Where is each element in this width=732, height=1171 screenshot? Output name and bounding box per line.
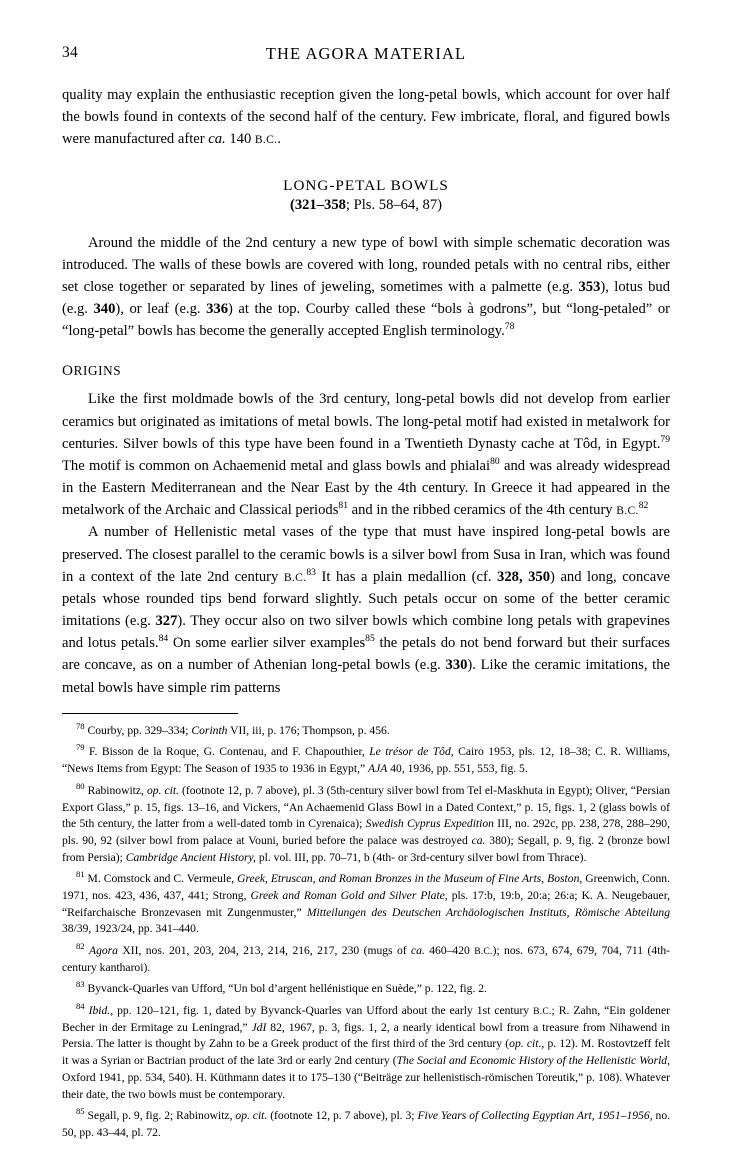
footnote-text: no. 50, pp. 43–44, pl. 72.	[62, 1109, 671, 1139]
section-subheading	[62, 197, 670, 214]
footnote-text: (footnote 12, p. 7 above), pl. 3 (5th-century silver bowl from Tel el-Maskhuta in Egypt); Oliver, “Persian Export Glass,” p. 15, figs. 13–16, and Vickers, “An Achaemenid Glass Bowl in a Dated Context,” p. 15, figs. 1, 2 (glass bowls of the 5th century, the latter from a well-dated tomb in Cyrenaica);	[62, 783, 670, 831]
plate-range: ; Pls. 58–64, 87)	[345, 196, 443, 213]
catalog-ref-353: 353	[578, 278, 601, 295]
footnote-ref-79: 79	[660, 433, 670, 445]
footnote-ref-83: 83	[306, 566, 316, 578]
footnote-text: VII, iii, p. 176; Thompson, p. 456.	[227, 723, 390, 737]
origins2-text-5: On some earlier silver examples	[168, 635, 366, 652]
footnote-text: pp. 120–121, fig. 1, dated by Byvanck-Quarles van Ufford about the early 1st century	[113, 1004, 534, 1018]
paragraph-origins-1	[62, 388, 670, 521]
footnote-marker: 85	[76, 1106, 85, 1117]
footnote-text: XII, nos. 201, 203, 204, 213, 214, 216, 217, 230 (mugs of	[117, 944, 411, 958]
footnote-text: Le trésor de Tôd,	[369, 745, 454, 759]
footnote-marker: 80	[76, 780, 85, 791]
footnote-marker: 78	[76, 720, 85, 731]
era-bc-3: B.C.	[283, 570, 307, 584]
catalog-ref-330: 330	[445, 657, 468, 674]
para-text-cont: 140	[225, 131, 255, 148]
footnote-marker: 83	[76, 979, 85, 990]
catalog-range: (321–358	[289, 196, 346, 213]
footnote-marker: 84	[76, 1001, 85, 1012]
era-bc: B.C.	[254, 133, 278, 147]
footnote-text: Cambridge Ancient History,	[125, 850, 256, 864]
footnote-text: Swedish Cyprus Expedition	[365, 817, 494, 831]
era-bc-2: B.C.	[616, 504, 639, 518]
page-number: 34	[62, 44, 78, 61]
footnote-text: Greek and Roman Gold and Silver Plate,	[250, 888, 448, 902]
footnote-text: (footnote 12, p. 7 above), pl. 3;	[267, 1109, 418, 1123]
footnote-text: 82, 1967, p. 3, figs. 1, 2, a nearly identical bowl from a treasure from Nihawend in Persia. The latter is thought by Zahn to be a Greek product of the first third of the 3rd century (	[62, 1020, 670, 1051]
footnote-ref-84: 84	[158, 633, 169, 645]
section-heading: LONG-PETAL BOWLS	[283, 176, 449, 194]
footnote-text: ca.	[471, 833, 486, 847]
footnote-text: Corinth	[191, 723, 228, 737]
footnote-text: III, no. 292c, pp. 238, 278, 288–290, pls. 90, 92 (silver bowl from palace at Vouni, buried before the palace was destroyed	[62, 817, 670, 847]
footnote-text: AJA	[368, 762, 388, 776]
intro-text-4: ) at the top. Courby called these “bols à godrons”, but “long-petaled” or “long-petal” bowls has become the generally accepted English terminology.	[62, 301, 670, 340]
footnote-text: Oxford 1941, pp. 534, 540). H. Küthmann dates it to 175–130 (“Beiträge zur hellenistisch-römischen Toreutik,” p. 108). Whatever their date, the two bowls must be contemporary.	[62, 1070, 670, 1101]
footnote-84	[62, 1003, 670, 1103]
footnote-text: 460–420	[424, 944, 475, 958]
subsection-heading-origins	[62, 362, 670, 380]
origins-heading-initial: O	[62, 362, 74, 380]
footnote-text: op. cit.	[235, 1109, 268, 1123]
paragraph-continuation	[62, 84, 670, 151]
origins-text-3: and was already widespread in the Eastern Mediterranean and the Near East by the 4th century. In Greece it had appeared in the metalwork of the Archaic and Classical periods	[62, 457, 670, 519]
footnote-ref-80: 80	[490, 456, 500, 468]
footnote-text: F. Bisson de la Roque, G. Contenau, and F. Chapouthier,	[84, 745, 370, 759]
footnote-ref-78: 78	[504, 321, 515, 333]
footnote-separator	[62, 713, 238, 714]
footnote-text: pls. 17:b, 19:b, 20:a; 26:a; K. A. Neugebauer, “Reifarchaische Bronzevasen mit Zungenmuster,”	[62, 888, 670, 919]
footnote-82	[62, 943, 670, 976]
origins2-text-3: ) and long, concave petals whose rounded tips bend forward slightly. Such petals occur on some of the better ceramic imitations (e.g.	[62, 568, 671, 630]
footnote-text: Cairo 1953, pls. 12, 18–38; C. R. Williams, “News Items from Egypt: The Season of 1935 to 1936 in Egypt,”	[62, 745, 671, 776]
footnote-marker: 79	[76, 742, 85, 753]
catalog-ref-328-350: 328, 350	[497, 568, 551, 585]
footnote-text: pl. vol. III, pp. 70–71, b (4th- or 3rd-century silver bowl from Thrace).	[255, 850, 587, 864]
origins-text-2: The motif is common on Achaemenid metal and glass bowls and phialai	[62, 457, 491, 474]
footnote-text: op. cit.	[146, 783, 179, 797]
origins2-text-6: the petals do not bend forward but their surfaces are concave, as on a number of Athenian long-petal bowls (e.g.	[62, 635, 670, 674]
footnote-80	[62, 780, 671, 866]
footnote-85	[62, 1108, 670, 1141]
running-title: THE AGORA MATERIAL	[265, 44, 467, 63]
latin-abbrev-ca: ca.	[208, 131, 226, 148]
footnote-83	[62, 981, 670, 998]
para-text: quality may explain the enthusiastic reception given the long-petal bowls, which account for over half the bowls found in contexts of the second half of the century. Few imbricate, floral, and figured bowls were manufactured after	[62, 87, 670, 148]
running-head	[62, 44, 670, 78]
footnote-text: p. 12). M. Rostovtzeff felt it was a Syrian or Bactrian product of the late 3rd or early 2nd century (	[62, 1037, 670, 1068]
catalog-ref-327: 327	[155, 613, 178, 630]
origins2-text-7: ). Like the ceramic imitations, the metal bowls have simple rim patterns	[62, 657, 671, 696]
footnote-text: Segall, p. 9, fig. 2; Rabinowitz,	[84, 1109, 236, 1123]
footnote-ref-85: 85	[365, 633, 375, 645]
footnote-text: Agora	[88, 944, 118, 958]
footnote-text: 40, 1936, pp. 551, 553, fig. 5.	[387, 762, 528, 776]
footnote-text: ); nos. 673, 674, 679, 704, 711 (4th-century kantharoi).	[62, 944, 671, 974]
footnote-text: Courby, pp. 329–334;	[84, 723, 192, 737]
footnotes-block	[62, 720, 671, 1142]
footnote-79	[62, 744, 670, 777]
footnote-text: Ibid.,	[88, 1004, 114, 1018]
footnote-text: JdI	[251, 1020, 267, 1034]
footnote-marker: 82	[76, 941, 85, 952]
paragraph-intro	[62, 232, 670, 343]
footnote-text: Rabinowitz,	[84, 783, 147, 797]
footnote-78	[62, 720, 670, 740]
footnote-text: B.C.	[474, 946, 493, 958]
footnote-text: 380); Segall, p. 9, fig. 2 (bronze bowl from Persia);	[62, 833, 671, 864]
origins-text-4: and in the ribbed ceramics of the 4th century	[347, 502, 617, 519]
origins-text-1: Like the first moldmade bowls of the 3rd century, long-petal bowls did not develop from earlier ceramics but originated as imitations of metal bowls. The long-petal motif had existed in metalwork for centuries. Silver bowls of this type have been found in a Twentieth Dynasty cache at Tôd, in Egypt.	[62, 391, 670, 452]
footnote-text: Five Years of Collecting Egyptian Art, 1951–1956,	[417, 1109, 653, 1123]
origins2-text-1: A number of Hellenistic metal vases of the type that must have inspired long-petal bowls are preserved. The closest parallel to the ceramic bowls is a silver bowl from Susa in Iran, which was found in a context of the late 2nd century	[62, 524, 670, 585]
catalog-ref-336: 336	[206, 301, 228, 318]
origins2-text-4: ). They occur also on two silver bowls which combine long petals with grapevines and lotus petals.	[62, 613, 670, 652]
intro-text-2: ), lotus bud (e.g.	[62, 278, 671, 318]
para-period: .	[277, 131, 282, 148]
footnote-text: B.C.	[533, 1006, 552, 1018]
footnote-81	[62, 871, 670, 938]
footnote-text: ; R. Zahn, “Ein goldener Becher in der Ermitage zu Leningrad,”	[62, 1004, 670, 1034]
footnote-marker: 81	[76, 869, 85, 880]
footnote-text: Greenwich, Conn. 1971, nos. 423, 436, 437, 441; Strong,	[62, 872, 670, 902]
origins-heading-rest: RIGINS	[73, 363, 122, 379]
footnote-text: Greek, Etruscan, and Roman Bronzes in the Museum of Fine Arts, Boston,	[237, 872, 583, 886]
footnote-ref-81: 81	[338, 500, 348, 512]
catalog-ref-340: 340	[93, 301, 116, 318]
intro-text-3: ), or leaf (e.g.	[115, 301, 207, 318]
footnote-text: The Social and Economic History of the Hellenistic World,	[396, 1054, 671, 1068]
footnote-text: 38/39, 1923/24, pp. 341–440.	[62, 922, 199, 936]
intro-text-1: Around the middle of the 2nd century a new type of bowl with simple schematic decoration was introduced. The walls of these bowls are covered with long, rounded petals with no central ribs, either set close together or separated by lines of jeweling, sometimes with a palmette (e.g.	[62, 234, 670, 295]
origins2-text-2: It has a plain medallion (cf.	[315, 568, 498, 585]
footnote-text: Byvanck-Quarles van Ufford, “Un bol d’argent hellénistique en Suède,” p. 122, fig. 2.	[84, 982, 487, 996]
paragraph-origins-2	[62, 521, 670, 698]
footnote-text: op. cit.,	[509, 1037, 545, 1051]
footnote-text: ca.	[411, 944, 425, 958]
footnote-ref-82: 82	[638, 500, 649, 512]
footnote-text: Mitteilungen des Deutschen Archäologischen Instituts, Römische Abteilung	[306, 905, 670, 919]
footnote-text: M. Comstock and C. Vermeule,	[84, 872, 238, 886]
